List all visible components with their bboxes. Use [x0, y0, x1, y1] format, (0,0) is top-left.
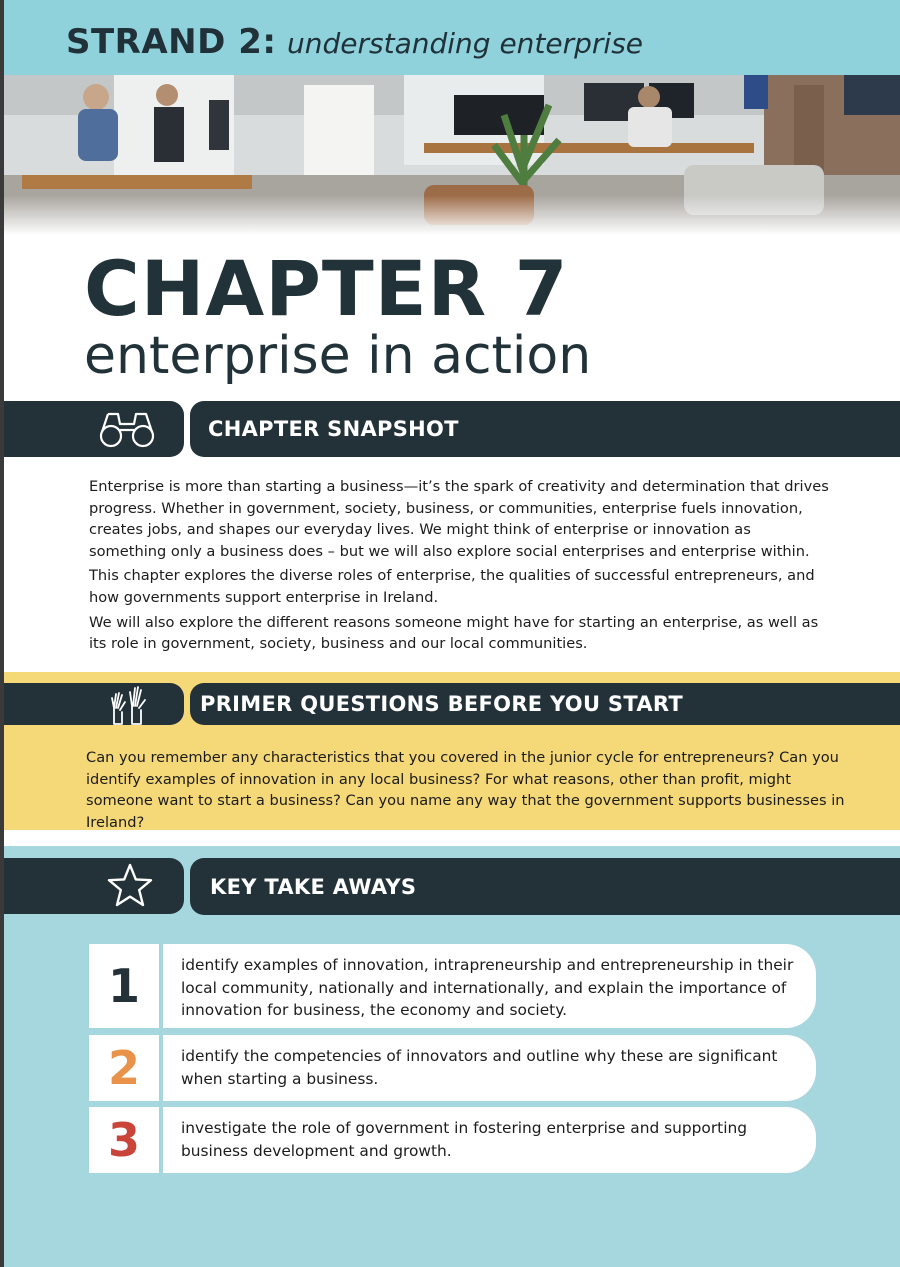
takeaway-number: 2	[89, 1035, 159, 1101]
snapshot-paragraph: Enterprise is more than starting a business—it’s the spark of creativity and determination that drives progress. Whether in government, society, business, or communities, enterprise fuels innovation, creates jobs, and shapes our everyday lives. We might think of enterprise or innovation as something only a business does – but we will also explore social enterprises and enterprise within.	[89, 478, 829, 560]
strand-label: STRAND 2:	[66, 22, 277, 62]
raised-hands-icon	[108, 684, 150, 726]
takeaway-number: 1	[89, 944, 159, 1028]
strand-subtitle: understanding enterprise	[287, 27, 644, 60]
takeaways-icon-tab	[4, 858, 184, 914]
takeaway-text: investigate the role of government in fostering enterprise and supporting business development and growth.	[163, 1107, 816, 1173]
snapshot-heading-text: CHAPTER SNAPSHOT	[208, 417, 459, 441]
primer-heading-text: PRIMER QUESTIONS BEFORE YOU START	[200, 692, 684, 716]
takeaway-text: identify the competencies of innovators and outline why these are significant when starting a business.	[163, 1035, 816, 1101]
snapshot-heading	[190, 401, 900, 457]
snapshot-paragraph: We will also explore the different reasons someone might have for starting an enterprise, as well as its role in government, society, business and our local communities.	[89, 613, 819, 653]
takeaway-item	[89, 1107, 816, 1173]
primer-icon-tab	[4, 683, 184, 725]
takeaway-number: 3	[89, 1107, 159, 1173]
chapter-subtitle: enterprise in action	[84, 326, 592, 386]
chapter-title: CHAPTER 7	[84, 244, 569, 333]
primer-questions: Can you remember any characteristics that you covered in the junior cycle for entrepreneurs? Can you identify examples of innovation in any local business? For what reasons, other than profit, might someone want to start a business? Can you name any way that the government supports businesses in Ireland?	[86, 749, 845, 831]
takeaways-heading	[190, 858, 900, 915]
takeaway-item	[89, 944, 816, 1028]
strand-header	[4, 0, 900, 75]
binoculars-icon	[98, 410, 156, 448]
office-photo	[4, 75, 900, 235]
primer-heading	[190, 683, 900, 725]
takeaways-heading-text: KEY TAKE AWAYS	[210, 874, 417, 899]
snapshot-paragraph: This chapter explores the diverse roles of enterprise, the qualities of successful entrepreneurs, and how governments support enterprise in Ireland.	[89, 567, 815, 606]
takeaway-text: identify examples of innovation, intrapreneurship and entrepreneurship in their local community, nationally and internationally, and explain the importance of innovation for business, the economy and society.	[163, 944, 816, 1028]
snapshot-icon-tab	[4, 401, 184, 457]
snapshot-body	[89, 476, 829, 658]
takeaway-item	[89, 1035, 816, 1101]
star-icon	[106, 862, 154, 908]
